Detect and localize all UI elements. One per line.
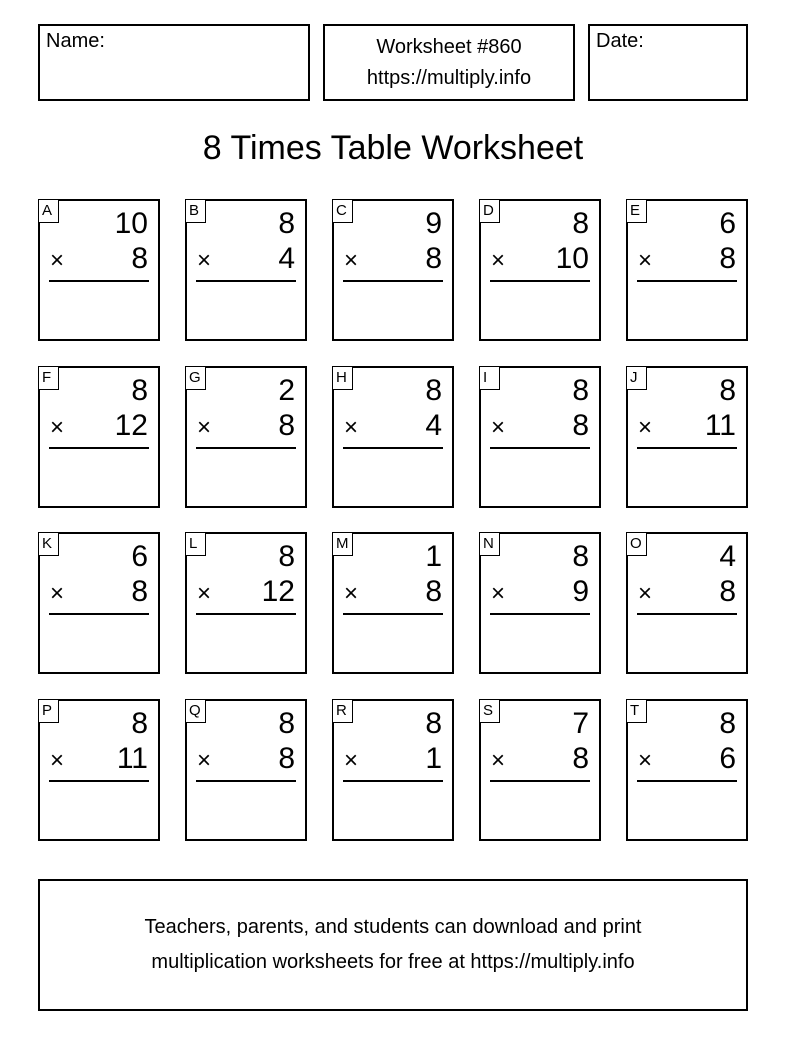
times-sign: ×	[638, 747, 653, 774]
problem-letter: I	[479, 366, 500, 390]
footer-text-line-2: multiplication worksheets for free at https://multiply.info	[151, 951, 635, 973]
multiplier: 6	[719, 742, 736, 775]
times-sign: ×	[638, 414, 653, 441]
problem-card[interactable]	[185, 699, 307, 841]
problem-letter: D	[479, 199, 500, 223]
problem-letter: E	[626, 199, 647, 223]
multiplicand: 8	[425, 374, 442, 407]
problem-letter: N	[479, 532, 500, 556]
multiplicand: 1	[425, 540, 442, 573]
problem-card[interactable]	[38, 366, 160, 508]
multiplicand: 8	[572, 374, 589, 407]
problem-card[interactable]	[332, 532, 454, 674]
multiplier: 8	[131, 242, 148, 275]
times-sign: ×	[638, 247, 653, 274]
times-sign: ×	[197, 580, 212, 607]
multiplicand: 8	[131, 374, 148, 407]
multiplicand: 7	[572, 707, 589, 740]
multiplier: 4	[425, 409, 442, 442]
multiplier: 8	[572, 409, 589, 442]
problem-letter: F	[38, 366, 59, 390]
answer-line	[343, 447, 443, 449]
footer-box	[38, 879, 748, 1011]
answer-line	[637, 613, 737, 615]
times-sign: ×	[50, 414, 65, 441]
worksheet-info-box	[323, 24, 575, 101]
times-sign: ×	[344, 747, 359, 774]
problem-letter: O	[626, 532, 647, 556]
problem-letter: G	[185, 366, 206, 390]
multiplier: 8	[425, 242, 442, 275]
problem-letter: A	[38, 199, 59, 223]
date-field[interactable]	[588, 24, 748, 101]
answer-line	[196, 780, 296, 782]
problem-card[interactable]	[332, 199, 454, 341]
page-title: 8 Times Table Worksheet	[202, 129, 584, 167]
times-sign: ×	[491, 414, 506, 441]
name-field[interactable]	[38, 24, 310, 101]
times-sign: ×	[491, 747, 506, 774]
times-sign: ×	[50, 747, 65, 774]
problem-card[interactable]	[626, 699, 748, 841]
problem-card[interactable]	[38, 199, 160, 341]
multiplicand: 8	[278, 207, 295, 240]
problem-card[interactable]	[38, 699, 160, 841]
multiplicand: 10	[114, 207, 148, 240]
answer-line	[343, 280, 443, 282]
answer-line	[196, 613, 296, 615]
problem-card[interactable]	[479, 199, 601, 341]
times-sign: ×	[197, 414, 212, 441]
multiplier: 8	[131, 575, 148, 608]
answer-line	[490, 447, 590, 449]
problem-card[interactable]	[626, 532, 748, 674]
name-label: Name:	[46, 30, 105, 52]
answer-line	[490, 613, 590, 615]
problem-letter: T	[626, 699, 647, 723]
multiplicand: 8	[278, 540, 295, 573]
problem-card[interactable]	[332, 699, 454, 841]
times-sign: ×	[638, 580, 653, 607]
worksheet-number: Worksheet #860	[376, 36, 522, 58]
times-sign: ×	[344, 414, 359, 441]
times-sign: ×	[197, 747, 212, 774]
times-sign: ×	[344, 580, 359, 607]
multiplier: 1	[425, 742, 442, 775]
multiplicand: 6	[131, 540, 148, 573]
problem-card[interactable]	[626, 199, 748, 341]
multiplier: 8	[719, 242, 736, 275]
problem-letter: R	[332, 699, 353, 723]
times-sign: ×	[491, 580, 506, 607]
problem-card[interactable]	[626, 366, 748, 508]
multiplicand: 8	[278, 707, 295, 740]
problem-letter: B	[185, 199, 206, 223]
worksheet-url[interactable]: https://multiply.info	[366, 67, 532, 89]
problem-letter: H	[332, 366, 353, 390]
problem-card[interactable]	[479, 699, 601, 841]
multiplicand: 8	[719, 707, 736, 740]
multiplier: 9	[572, 575, 589, 608]
multiplier: 8	[278, 409, 295, 442]
answer-line	[343, 780, 443, 782]
times-sign: ×	[197, 247, 212, 274]
problem-letter: L	[185, 532, 206, 556]
date-label: Date:	[596, 30, 644, 52]
multiplicand: 8	[719, 374, 736, 407]
answer-line	[490, 780, 590, 782]
problem-card[interactable]	[185, 199, 307, 341]
multiplier: 12	[114, 409, 148, 442]
answer-line	[343, 613, 443, 615]
footer-text-line-1: Teachers, parents, and students can download and print	[144, 916, 642, 938]
times-sign: ×	[344, 247, 359, 274]
answer-line	[637, 447, 737, 449]
multiplier: 8	[719, 575, 736, 608]
problem-card[interactable]	[185, 366, 307, 508]
multiplicand: 6	[719, 207, 736, 240]
multiplier: 11	[116, 742, 148, 775]
answer-line	[490, 280, 590, 282]
problem-letter: C	[332, 199, 353, 223]
multiplier: 8	[572, 742, 589, 775]
answer-line	[196, 447, 296, 449]
multiplicand: 8	[131, 707, 148, 740]
answer-line	[637, 280, 737, 282]
times-sign: ×	[50, 247, 65, 274]
problem-card[interactable]	[185, 532, 307, 674]
multiplier: 8	[425, 575, 442, 608]
problem-letter: M	[332, 532, 353, 556]
multiplicand: 8	[572, 207, 589, 240]
multiplicand: 8	[572, 540, 589, 573]
answer-line	[49, 780, 149, 782]
multiplicand: 4	[719, 540, 736, 573]
problem-letter: S	[479, 699, 500, 723]
multiplier: 8	[278, 742, 295, 775]
answer-line	[637, 780, 737, 782]
multiplier: 12	[261, 575, 295, 608]
multiplicand: 8	[425, 707, 442, 740]
multiplicand: 2	[278, 374, 295, 407]
answer-line	[196, 280, 296, 282]
problem-card[interactable]	[479, 366, 601, 508]
multiplicand: 9	[425, 207, 442, 240]
problem-letter: Q	[185, 699, 206, 723]
answer-line	[49, 613, 149, 615]
times-sign: ×	[491, 247, 506, 274]
problem-letter: P	[38, 699, 59, 723]
problem-card[interactable]	[332, 366, 454, 508]
multiplier: 10	[555, 242, 589, 275]
answer-line	[49, 280, 149, 282]
times-sign: ×	[50, 580, 65, 607]
problem-card[interactable]	[38, 532, 160, 674]
multiplier: 4	[278, 242, 295, 275]
problem-letter: K	[38, 532, 59, 556]
problem-letter: J	[626, 366, 647, 390]
multiplier: 11	[704, 409, 736, 442]
problem-card[interactable]	[479, 532, 601, 674]
answer-line	[49, 447, 149, 449]
